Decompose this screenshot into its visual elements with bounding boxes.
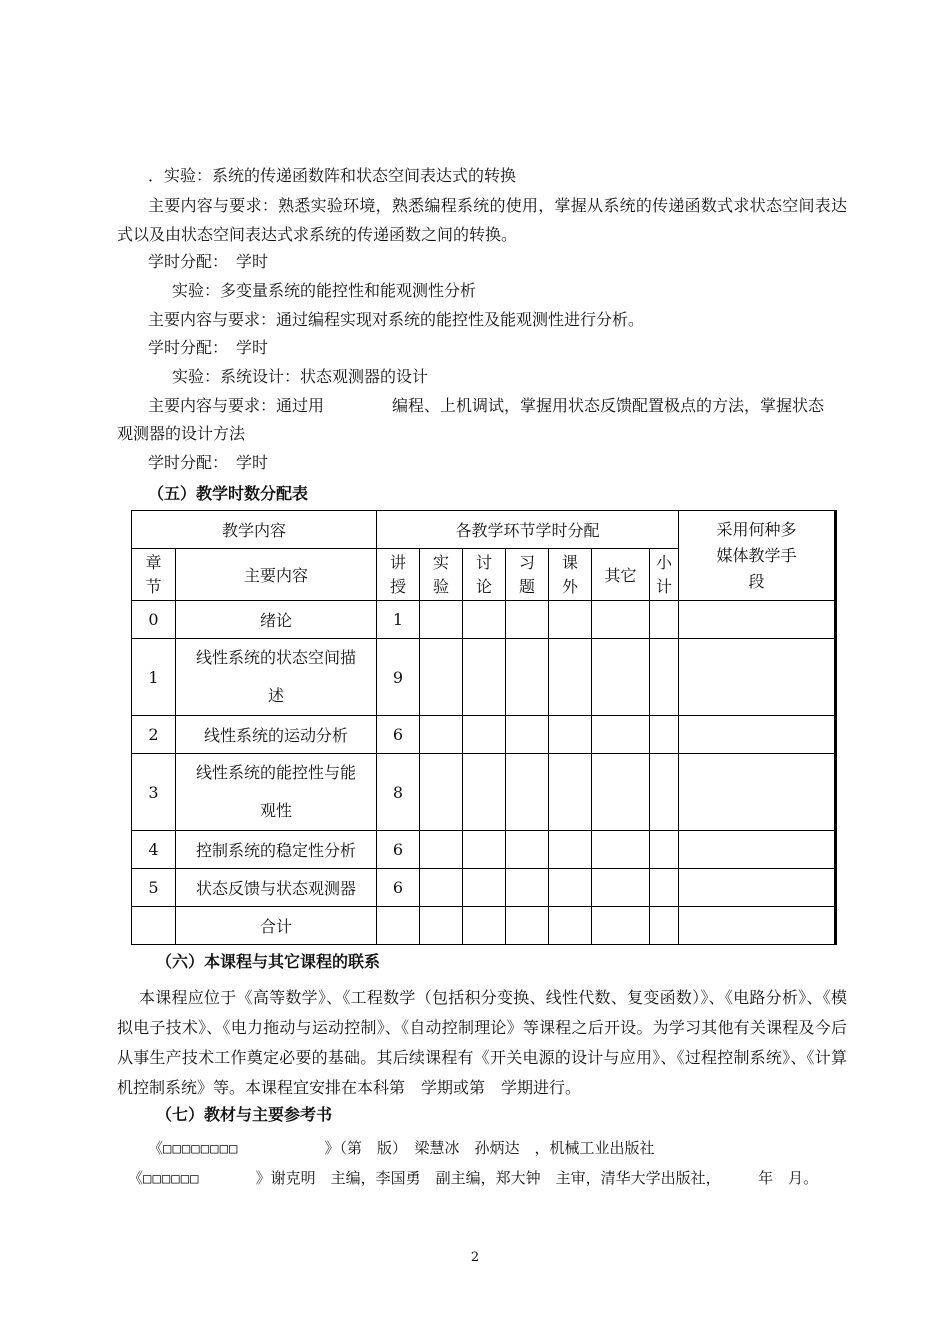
ref1-details: 》（第 版） 梁慧冰 孙炳达 ，机械工业出版社: [324, 1139, 655, 1157]
row-chapter: 1: [132, 639, 176, 716]
header-main-content: 主要内容: [176, 549, 377, 601]
section5-heading: （五）教学时数分配表: [148, 484, 309, 503]
row-content: 合计: [176, 907, 377, 945]
ref1-title: □□□□□□□□: [163, 1141, 239, 1157]
row-lecture: 1: [377, 601, 420, 639]
table-row: [132, 869, 836, 907]
row-chapter: 4: [132, 831, 176, 869]
row-chapter: [132, 907, 176, 945]
section6-heading: （六）本课程与其它课程的联系: [156, 952, 381, 971]
table-row: [132, 639, 836, 716]
exp1-title: ．实验：系统的传递函数阵和状态空间表达式的转换: [148, 166, 517, 185]
exp1-hours: 学时分配： 学时: [148, 252, 269, 271]
header-teaching-content: 教学内容: [132, 511, 377, 549]
header-media: 采用何种多媒体教学手段: [679, 511, 836, 601]
exp3-requirements-b: 编程、上机调试，掌握用状态反馈配置极点的方法，掌握状态: [392, 396, 825, 415]
row-content: 线性系统的能控性与能观性: [176, 754, 377, 831]
row-chapter: 3: [132, 754, 176, 831]
exp3-requirements-a: 主要内容与要求：通过用: [148, 396, 325, 415]
row-lecture: 6: [377, 869, 420, 907]
reference-2: [128, 1167, 818, 1188]
row-lecture: 6: [377, 716, 420, 754]
row-lecture: [377, 907, 420, 945]
page-number: 2: [470, 1250, 480, 1265]
table-row: [132, 831, 836, 869]
header-other: 其它: [592, 549, 650, 601]
section6-body: 本课程应位于《高等数学》、《工程数学（包括积分变换、线性代数、复变函数）》、《电路分析》、《模拟电子技术》、《电力拖动与运动控制》、《自动控制理论》等课程之后开设。为学习其他有关课程及今后从事生产技术工作奠定必要的基础。其后续课程有《开关电源的设计与应用》、《过程控制系统》、《计算机控制系统》等。本课程宜安排在本科第 学期或第 学期进行。: [117, 988, 847, 1097]
row-lecture: 6: [377, 831, 420, 869]
row-lecture: 9: [377, 639, 420, 716]
exp2-hours: 学时分配： 学时: [148, 338, 269, 357]
ref1-open-bracket: 《: [148, 1139, 164, 1157]
row-chapter: 5: [132, 869, 176, 907]
header-chapter: 章节: [132, 549, 176, 601]
ref2-details: 》谢克明 主编，李国勇 副主编，郑大钟 主审，清华大学出版社， 年 月。: [255, 1169, 819, 1187]
header-exercise: 习题: [506, 549, 549, 601]
header-subtotal: 小计: [650, 549, 679, 601]
exp3-hours: 学时分配： 学时: [148, 453, 269, 472]
hours-distribution-table: [131, 510, 837, 945]
exp1-requirements: 主要内容与要求：熟悉实验环境，熟悉编程系统的使用，掌握从系统的传递函数式求状态空间表达式以及由状态空间表达式求系统的传递函数之间的转换。: [117, 196, 847, 244]
row-content: 状态反馈与状态观测器: [176, 869, 377, 907]
table-row: [132, 754, 836, 831]
exp2-title: 实验：多变量系统的能控性和能观测性分析: [172, 281, 477, 300]
row-lecture: 8: [377, 754, 420, 831]
ref2-open-bracket: 《: [128, 1169, 144, 1187]
row-chapter: 0: [132, 601, 176, 639]
exp2-requirements: 主要内容与要求：通过编程实现对系统的能控性及能观测性进行分析。: [148, 310, 645, 329]
ref2-title: □□□□□□: [143, 1171, 200, 1187]
header-hour-distribution: 各教学环节学时分配: [377, 511, 679, 549]
row-content: 绪论: [176, 601, 377, 639]
section7-heading: （七）教材与主要参考书: [156, 1105, 333, 1124]
row-chapter: 2: [132, 716, 176, 754]
header-discussion: 讨论: [463, 549, 506, 601]
reference-1: [148, 1137, 654, 1158]
exp3-requirements-c: 观测器的设计方法: [117, 424, 246, 443]
row-content: 线性系统的状态空间描述: [176, 639, 377, 716]
exp3-title: 实验：系统设计：状态观测器的设计: [172, 367, 429, 386]
header-lecture: 讲授: [377, 549, 420, 601]
table-row-total: [132, 907, 836, 945]
row-content: 控制系统的稳定性分析: [176, 831, 377, 869]
table-row: [132, 716, 836, 754]
table-row: [132, 601, 836, 639]
row-content: 线性系统的运动分析: [176, 716, 377, 754]
header-extracurricular: 课外: [549, 549, 592, 601]
header-experiment: 实验: [420, 549, 463, 601]
